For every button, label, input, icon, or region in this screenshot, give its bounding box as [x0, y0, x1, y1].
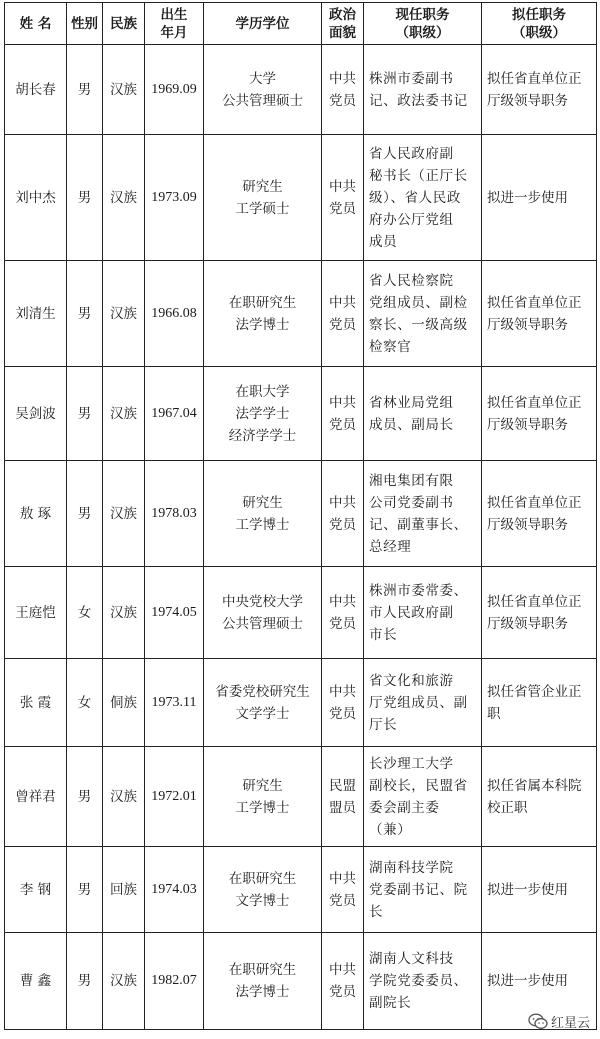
table-row	[5, 659, 597, 747]
cell-current: 株洲市委副书 记、政法委书记	[364, 45, 482, 135]
cell-party: 民盟 盟员	[322, 747, 364, 847]
header-name: 姓 名	[5, 3, 67, 45]
table-row	[5, 367, 597, 461]
cell-proposed: 拟进一步使用	[482, 135, 597, 261]
table-row	[5, 261, 597, 367]
cell-name: 曾祥君	[5, 747, 67, 847]
cell-gender: 男	[67, 933, 103, 1030]
header-education: 学历学位	[204, 3, 322, 45]
cell-education: 研究生 工学博士	[204, 747, 322, 847]
cell-proposed: 拟任省直单位正 厅级领导职务	[482, 567, 597, 659]
cell-party: 中共 党员	[322, 847, 364, 933]
cell-gender: 男	[67, 135, 103, 261]
table-row	[5, 933, 597, 1030]
cell-birth: 1972.01	[145, 747, 204, 847]
cell-birth: 1978.03	[145, 461, 204, 567]
cell-ethnicity: 汉族	[103, 135, 145, 261]
cell-birth: 1982.07	[145, 933, 204, 1030]
cell-name: 王庭恺	[5, 567, 67, 659]
cell-birth: 1966.08	[145, 261, 204, 367]
cell-gender: 男	[67, 261, 103, 367]
cadre-table	[4, 2, 597, 1030]
cell-birth: 1969.09	[145, 45, 204, 135]
table-row	[5, 747, 597, 847]
cell-current: 株洲市委常委、 市人民政府副 市长	[364, 567, 482, 659]
cell-current: 湖南人文科技 学院党委委员、 副院长	[364, 933, 482, 1030]
cell-proposed: 拟任省直单位正 厅级领导职务	[482, 461, 597, 567]
cell-education: 研究生 工学博士	[204, 461, 322, 567]
cell-ethnicity: 汉族	[103, 567, 145, 659]
header-proposed: 拟任职务 （职级）	[482, 3, 597, 45]
cell-birth: 1973.11	[145, 659, 204, 747]
cell-ethnicity: 汉族	[103, 461, 145, 567]
table-row	[5, 567, 597, 659]
header-row	[5, 3, 597, 45]
cell-education: 中央党校大学 公共管理硕士	[204, 567, 322, 659]
cell-current: 省文化和旅游 厅党组成员、副 厅长	[364, 659, 482, 747]
cell-education: 研究生 工学硕士	[204, 135, 322, 261]
cell-party: 中共 党员	[322, 261, 364, 367]
cell-name: 刘中杰	[5, 135, 67, 261]
header-current: 现任职务 （职级）	[364, 3, 482, 45]
cell-party: 中共 党员	[322, 45, 364, 135]
cell-ethnicity: 汉族	[103, 747, 145, 847]
cell-ethnicity: 汉族	[103, 367, 145, 461]
cell-ethnicity: 回族	[103, 847, 145, 933]
cell-name: 张 霞	[5, 659, 67, 747]
wechat-icon	[528, 1013, 548, 1030]
cell-ethnicity: 侗族	[103, 659, 145, 747]
table-row	[5, 461, 597, 567]
cell-party: 中共 党员	[322, 659, 364, 747]
cell-party: 中共 党员	[322, 367, 364, 461]
cell-gender: 男	[67, 367, 103, 461]
cell-current: 省林业局党组 成员、副局长	[364, 367, 482, 461]
cell-birth: 1973.09	[145, 135, 204, 261]
cell-proposed: 拟任省管企业正 职	[482, 659, 597, 747]
cell-ethnicity: 汉族	[103, 261, 145, 367]
cell-gender: 女	[67, 567, 103, 659]
cell-gender: 男	[67, 461, 103, 567]
table-row	[5, 847, 597, 933]
cell-education: 在职大学 法学学士 经济学学士	[204, 367, 322, 461]
cell-proposed: 拟任省直单位正 厅级领导职务	[482, 45, 597, 135]
header-party: 政治 面貌	[322, 3, 364, 45]
cell-gender: 女	[67, 659, 103, 747]
cell-party: 中共 党员	[322, 135, 364, 261]
cell-current: 长沙理工大学 副校长，民盟省 委会副主委 （兼）	[364, 747, 482, 847]
cell-birth: 1974.03	[145, 847, 204, 933]
cell-gender: 男	[67, 45, 103, 135]
cell-birth: 1967.04	[145, 367, 204, 461]
cell-name: 刘清生	[5, 261, 67, 367]
header-ethnicity: 民族	[103, 3, 145, 45]
cell-proposed: 拟进一步使用	[482, 847, 597, 933]
cell-gender: 男	[67, 747, 103, 847]
cell-proposed: 拟任省直单位正 厅级领导职务	[482, 367, 597, 461]
cell-birth: 1974.05	[145, 567, 204, 659]
cell-name: 胡长春	[5, 45, 67, 135]
cell-current: 省人民检察院 党组成员、副检 察长、一级高级 检察官	[364, 261, 482, 367]
cell-proposed: 拟任省直单位正 厅级领导职务	[482, 261, 597, 367]
header-birth: 出生 年月	[145, 3, 204, 45]
cell-education: 省委党校研究生 文学学士	[204, 659, 322, 747]
cell-party: 中共 党员	[322, 461, 364, 567]
cell-proposed: 拟进一步使用	[482, 933, 597, 1030]
watermark-text: 红星云	[550, 1016, 590, 1031]
cell-education: 在职研究生 法学博士	[204, 261, 322, 367]
cell-current: 省人民政府副 秘书长（正厅长 级）、省人民政 府办公厅党组 成员	[364, 135, 482, 261]
cell-ethnicity: 汉族	[103, 45, 145, 135]
cell-name: 吴剑波	[5, 367, 67, 461]
cell-ethnicity: 汉族	[103, 933, 145, 1030]
table-row	[5, 45, 597, 135]
cell-name: 曹 鑫	[5, 933, 67, 1030]
cell-gender: 男	[67, 847, 103, 933]
cell-party: 中共 党员	[322, 567, 364, 659]
cell-name: 敖 琢	[5, 461, 67, 567]
cell-education: 在职研究生 法学博士	[204, 933, 322, 1030]
cell-name: 李 钢	[5, 847, 67, 933]
cell-current: 湘电集团有限 公司党委副书 记、副董事长、 总经理	[364, 461, 482, 567]
cell-party: 中共 党员	[322, 933, 364, 1030]
cell-proposed: 拟任省属本科院 校正职	[482, 747, 597, 847]
cell-education: 大学 公共管理硕士	[204, 45, 322, 135]
cell-education: 在职研究生 文学博士	[204, 847, 322, 933]
cell-current: 湖南科技学院 党委副书记、院 长	[364, 847, 482, 933]
watermark	[528, 1012, 590, 1031]
header-gender: 性别	[67, 3, 103, 45]
table-row	[5, 135, 597, 261]
